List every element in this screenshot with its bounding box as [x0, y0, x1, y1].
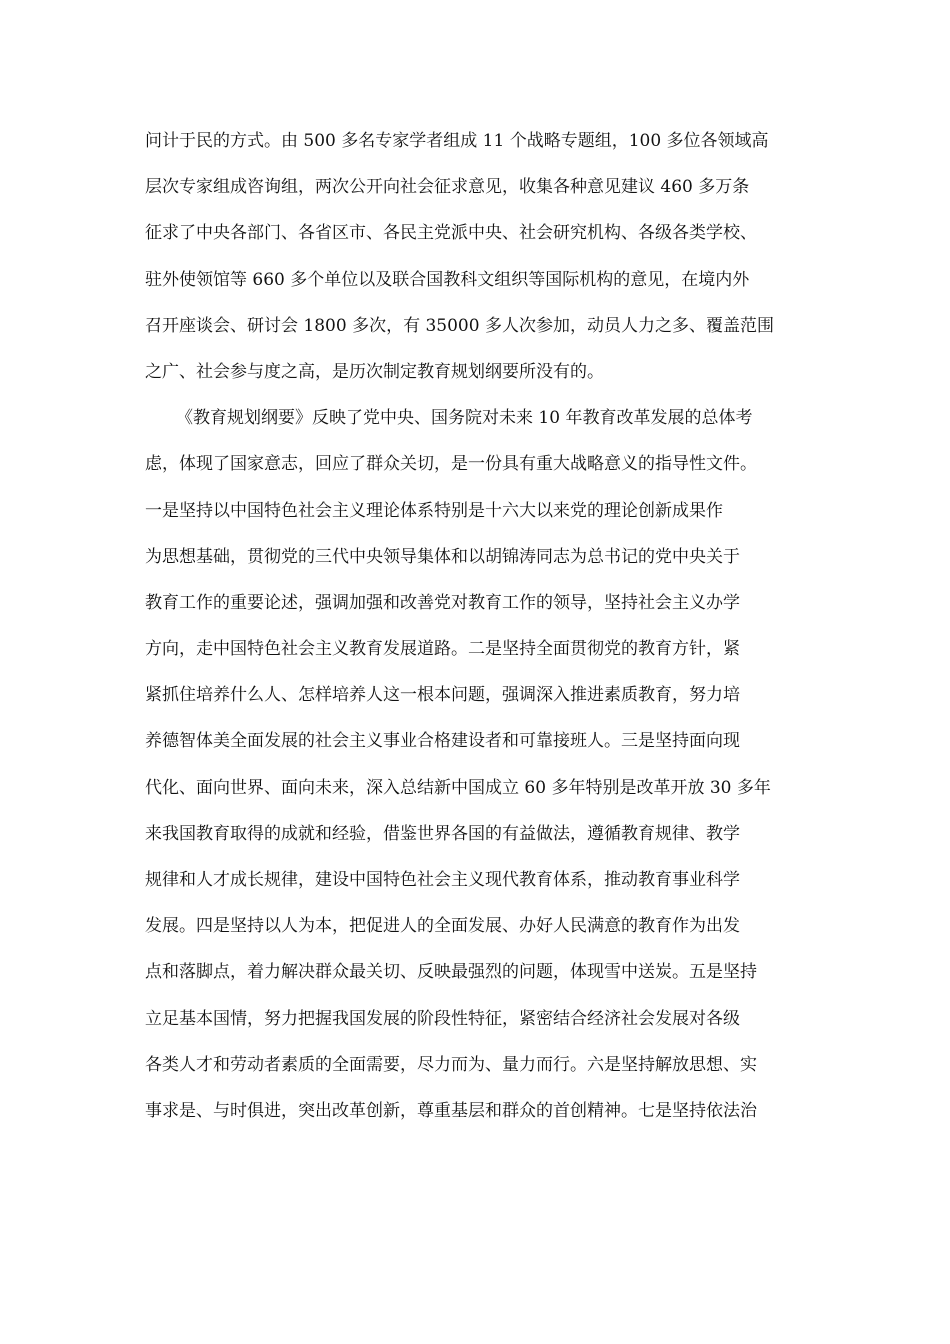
text-line: 层次专家组成咨询组，两次公开向社会征求意见，收集各种意见建议 460 多万条: [145, 177, 750, 198]
text-line: 之广、社会参与度之高，是历次制定教育规划纲要所没有的。: [145, 361, 604, 382]
text-line: 一是坚持以中国特色社会主义理论体系特别是十六大以来党的理论创新成果作: [145, 500, 723, 521]
text-line: 规律和人才成长规律，建设中国特色社会主义现代教育体系，推动教育事业科学: [145, 870, 740, 890]
text-line: 养德智体美全面发展的社会主义事业合格建设者和可靠接班人。三是坚持面向现: [145, 731, 740, 752]
text-line: 驻外使领馆等 660 多个单位以及联合国教科文组织等国际机构的意见，在境内外: [145, 269, 750, 290]
text-line: 发展。四是坚持以人为本，把促进人的全面发展、办好人民满意的教育作为出发: [145, 916, 740, 937]
text-line: 召开座谈会、研讨会 1800 多次，有 35000 多人次参加，动员人力之多、覆盖范围: [145, 315, 774, 336]
text-line: 虑，体现了国家意志，回应了群众关切，是一份具有重大战略意义的指导性文件。: [145, 454, 757, 475]
text-line: 各类人才和劳动者素质的全面需要，尽力而为、量力而行。六是坚持解放思想、实: [145, 1054, 757, 1075]
text-line: 为思想基础，贯彻党的三代中央领导集体和以胡锦涛同志为总书记的党中央关于: [145, 546, 740, 567]
text-line: 紧抓住培养什么人、怎样培养人这一根本问题，强调深入推进素质教育，努力培: [145, 685, 740, 706]
text-line: 问计于民的方式。由 500 多名专家学者组成 11 个战略专题组，100 多位各领域高: [145, 131, 769, 151]
paragraph-start-line: 《教育规划纲要》反映了党中央、国务院对未来 10 年教育改革发展的总体考: [176, 408, 753, 429]
text-line: 来我国教育取得的成就和经验，借鉴世界各国的有益做法，遵循教育规律、教学: [145, 823, 740, 844]
text-line: 代化、面向世界、面向未来，深入总结新中国成立 60 多年特别是改革开放 30 多年: [145, 777, 771, 798]
text-line: 教育工作的重要论述，强调加强和改善党对教育工作的领导，坚持社会主义办学: [145, 592, 740, 613]
body-text: [145, 118, 810, 1134]
text-line: 征求了中央各部门、各省区市、各民主党派中央、社会研究机构、各级各类学校、: [145, 223, 757, 244]
text-line: 点和落脚点，着力解决群众最关切、反映最强烈的问题，体现雪中送炭。五是坚持: [145, 962, 757, 983]
text-line: 方向，走中国特色社会主义教育发展道路。二是坚持全面贯彻党的教育方针，紧: [145, 639, 740, 660]
text-line: 事求是、与时俱进，突出改革创新，尊重基层和群众的首创精神。七是坚持依法治: [145, 1100, 757, 1121]
text-line: 立足基本国情，努力把握我国发展的阶段性特征，紧密结合经济社会发展对各级: [145, 1008, 740, 1029]
